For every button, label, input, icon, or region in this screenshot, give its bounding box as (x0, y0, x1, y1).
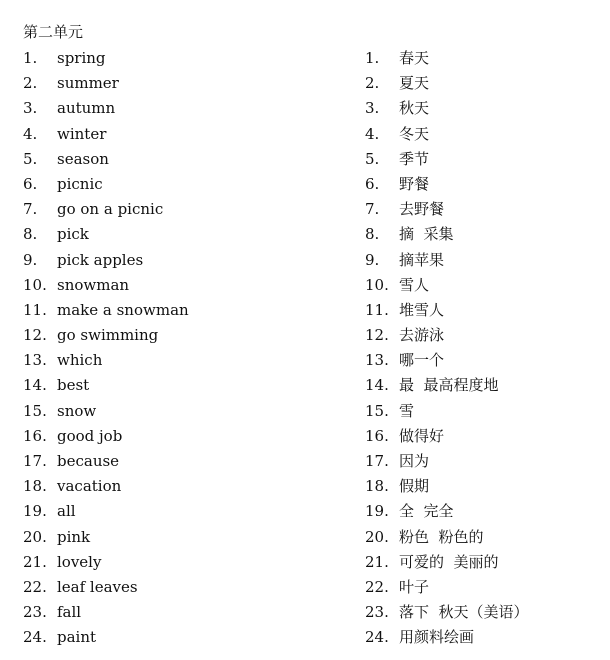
item-number: 1. (23, 49, 38, 67)
chinese-meaning: 春天 (399, 49, 430, 67)
item-number: 17. (365, 452, 389, 470)
english-term: go on a picnic (57, 200, 164, 219)
english-list-item (23, 48, 323, 73)
english-term: snow (57, 401, 97, 420)
chinese-list-item (365, 476, 605, 501)
item-number: 6. (365, 174, 380, 193)
chinese-meaning: 叶子 (399, 577, 430, 596)
chinese-meaning-list (365, 48, 605, 653)
chinese-list-item (365, 48, 605, 73)
english-term: picnic (57, 174, 103, 193)
item-number: 8. (365, 225, 380, 244)
item-number: 19. (23, 502, 47, 521)
chinese-list-item (365, 350, 605, 375)
chinese-meaning: 最 最高程度地 (399, 376, 499, 395)
chinese-meaning: 做得好 (399, 426, 445, 445)
item-number: 2. (23, 74, 38, 93)
english-term: good job (57, 426, 123, 445)
item-number: 12. (23, 326, 47, 345)
english-list-item (23, 501, 323, 526)
unit-title: 第二单元 (23, 23, 84, 41)
english-list-item (23, 124, 323, 149)
chinese-meaning: 去游泳 (399, 326, 445, 345)
item-number: 2. (365, 74, 380, 93)
english-term: summer (57, 74, 119, 93)
english-term: fall (57, 603, 82, 622)
english-word-list (23, 48, 323, 653)
chinese-list-item (365, 325, 605, 350)
item-number: 12. (365, 326, 389, 345)
item-number: 24. (365, 628, 389, 647)
chinese-meaning: 雪 (399, 401, 415, 420)
item-number: 7. (365, 200, 380, 219)
item-number: 3. (23, 99, 38, 118)
item-number: 15. (23, 401, 47, 420)
chinese-list-item (365, 98, 605, 123)
english-list-item (23, 527, 323, 552)
english-list-item (23, 325, 323, 350)
chinese-meaning: 摘 采集 (399, 225, 454, 244)
item-number: 1. (365, 49, 380, 67)
chinese-list-item (365, 124, 605, 149)
english-term: which (57, 351, 103, 370)
english-list-item (23, 300, 323, 325)
chinese-meaning: 去野餐 (399, 200, 445, 219)
english-term: season (57, 149, 109, 168)
chinese-list-item (365, 401, 605, 426)
english-list-item (23, 602, 323, 627)
item-number: 13. (365, 351, 389, 370)
chinese-list-item (365, 224, 605, 249)
english-term: leaf leaves (57, 577, 138, 596)
english-list-item (23, 98, 323, 123)
chinese-list-item (365, 627, 605, 652)
chinese-meaning: 季节 (399, 149, 430, 168)
chinese-meaning: 用颜料绘画 (399, 628, 475, 647)
chinese-meaning: 粉色 粉色的 (399, 527, 484, 546)
item-number: 9. (23, 250, 38, 269)
english-list-item (23, 552, 323, 577)
chinese-list-item (365, 250, 605, 275)
item-number: 18. (365, 477, 389, 496)
item-number: 4. (23, 124, 38, 143)
chinese-list-item (365, 300, 605, 325)
item-number: 10. (365, 275, 389, 294)
item-number: 16. (23, 426, 47, 445)
item-number: 21. (365, 552, 389, 571)
english-list-item (23, 375, 323, 400)
item-number: 8. (23, 225, 38, 244)
english-list-item (23, 426, 323, 451)
chinese-list-item (365, 73, 605, 98)
item-number: 11. (365, 300, 389, 319)
english-list-item (23, 73, 323, 98)
item-number: 6. (23, 174, 38, 193)
english-term: pink (57, 527, 91, 546)
chinese-list-item (365, 552, 605, 577)
english-list-item (23, 275, 323, 300)
item-number: 5. (23, 149, 38, 168)
item-number: 20. (23, 527, 47, 546)
english-term: all (57, 502, 76, 521)
english-list-item (23, 577, 323, 602)
item-number: 20. (365, 527, 389, 546)
chinese-list-item (365, 527, 605, 552)
chinese-list-item (365, 602, 605, 627)
item-number: 14. (23, 376, 47, 395)
item-number: 3. (365, 99, 380, 118)
chinese-list-item (365, 451, 605, 476)
english-term: make a snowman (57, 300, 189, 319)
english-term: because (57, 452, 120, 470)
english-list-item (23, 199, 323, 224)
chinese-meaning: 摘苹果 (399, 250, 445, 269)
chinese-meaning: 雪人 (399, 275, 430, 294)
english-list-item (23, 224, 323, 249)
item-number: 17. (23, 452, 47, 470)
item-number: 16. (365, 426, 389, 445)
english-list-item (23, 627, 323, 652)
item-number: 15. (365, 401, 389, 420)
chinese-meaning: 假期 (399, 477, 430, 496)
chinese-meaning: 野餐 (399, 174, 430, 193)
english-list-item (23, 174, 323, 199)
chinese-list-item (365, 426, 605, 451)
chinese-meaning: 堆雪人 (399, 300, 445, 319)
english-list-item (23, 476, 323, 501)
chinese-meaning: 因为 (399, 452, 430, 470)
item-number: 22. (365, 577, 389, 596)
chinese-list-item (365, 199, 605, 224)
english-term: best (57, 376, 90, 395)
english-list-item (23, 149, 323, 174)
item-number: 21. (23, 552, 47, 571)
item-number: 24. (23, 628, 47, 647)
item-number: 10. (23, 275, 47, 294)
english-list-item (23, 250, 323, 275)
chinese-list-item (365, 375, 605, 400)
chinese-list-item (365, 577, 605, 602)
english-term: paint (57, 628, 97, 647)
chinese-list-item (365, 501, 605, 526)
chinese-meaning: 可爱的 美丽的 (399, 552, 499, 571)
english-term: vacation (57, 477, 122, 496)
chinese-meaning: 夏天 (399, 74, 430, 93)
english-list-item (23, 401, 323, 426)
item-number: 23. (365, 603, 389, 622)
chinese-list-item (365, 275, 605, 300)
chinese-list-item (365, 174, 605, 199)
item-number: 11. (23, 300, 47, 319)
english-term: autumn (57, 99, 116, 118)
chinese-list-item (365, 149, 605, 174)
item-number: 19. (365, 502, 389, 521)
item-number: 14. (365, 376, 389, 395)
item-number: 5. (365, 149, 380, 168)
english-term: pick (57, 225, 89, 244)
item-number: 13. (23, 351, 47, 370)
chinese-meaning: 哪一个 (399, 351, 445, 370)
chinese-meaning: 落下 秋天（美语） (399, 603, 529, 622)
chinese-meaning: 冬天 (399, 124, 430, 143)
english-list-item (23, 350, 323, 375)
item-number: 9. (365, 250, 380, 269)
english-term: snowman (57, 275, 130, 294)
english-term: lovely (57, 552, 102, 571)
item-number: 4. (365, 124, 380, 143)
english-list-item (23, 451, 323, 476)
english-term: go swimming (57, 326, 159, 345)
item-number: 23. (23, 603, 47, 622)
chinese-meaning: 秋天 (399, 99, 430, 118)
chinese-meaning: 全 完全 (399, 502, 454, 521)
english-term: spring (57, 49, 106, 67)
english-term: winter (57, 124, 107, 143)
item-number: 7. (23, 200, 38, 219)
english-term: pick apples (57, 250, 144, 269)
item-number: 18. (23, 477, 47, 496)
item-number: 22. (23, 577, 47, 596)
